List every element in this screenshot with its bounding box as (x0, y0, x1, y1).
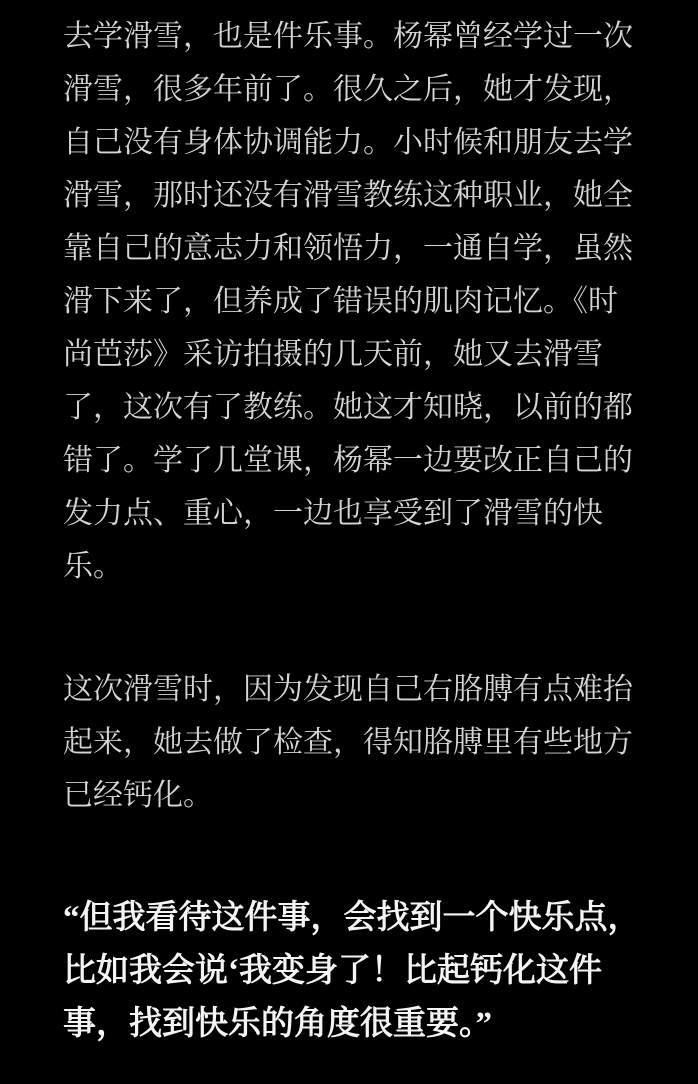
pull-quote (63, 892, 648, 1051)
text-line: 滑下来了，但养成了错误的肌肉记忆。《时 (63, 285, 618, 318)
text-line: 自己没有身体协调能力。小时候和朋友去学 (63, 126, 633, 159)
text-line: 滑雪，那时还没有滑雪教练这种职业，她全 (63, 179, 633, 212)
text-line: 这次滑雪时，因为发现自己右胳膊有点难抬 (63, 673, 633, 706)
quote-line: “但我看待这件事，会找到一个快乐点， (63, 900, 641, 936)
quote-line: 比如我会说‘我变身了！比起钙化这件 (63, 953, 602, 989)
text-line: 发力点、重心，一边也享受到了滑雪的快 (63, 497, 603, 530)
text-line: 尚芭莎》采访拍摄的几天前，她又去滑雪 (63, 338, 603, 371)
paragraph-ski-story (63, 10, 648, 593)
text-line: 去学滑雪，也是件乐事。杨幂曾经学过一次 (63, 20, 633, 53)
text-line: 乐。 (63, 550, 123, 583)
text-line: 了，这次有了教练。她这才知晓，以前的都 (63, 391, 633, 424)
text-line: 滑雪，很多年前了。很久之后，她才发现， (63, 73, 633, 106)
text-line: 起来，她去做了检查，得知胳膊里有些地方 (63, 726, 633, 759)
text-line: 已经钙化。 (63, 779, 213, 812)
text-line: 错了。学了几堂课，杨幂一边要改正自己的 (63, 444, 633, 477)
paragraph-calcification (63, 663, 648, 822)
quote-line: 事，找到快乐的角度很重要。” (63, 1006, 492, 1042)
text-line: 靠自己的意志力和领悟力，一通自学，虽然 (63, 232, 633, 265)
